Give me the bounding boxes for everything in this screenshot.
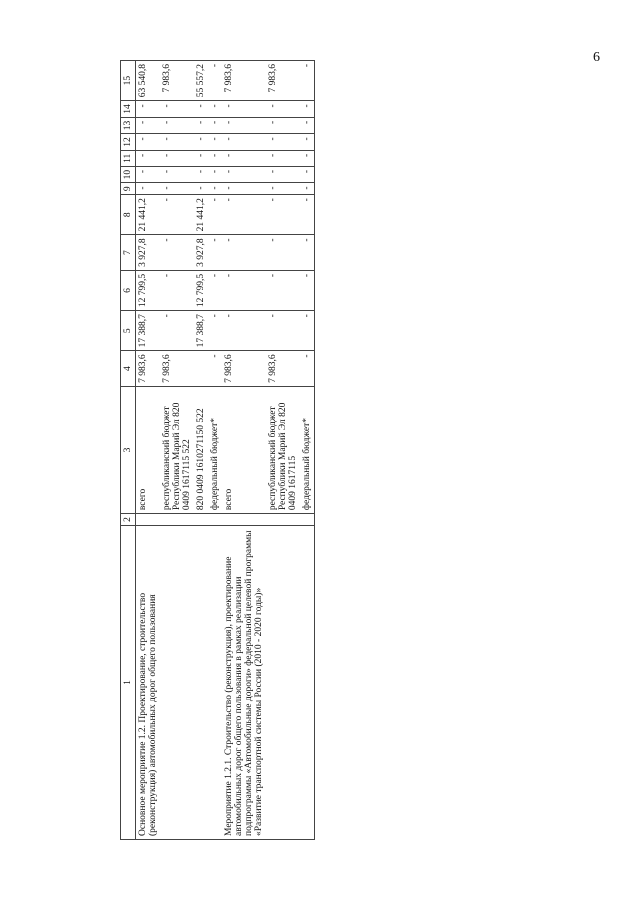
table-cell: - <box>136 150 161 166</box>
table-cell: федеральный бюджет* <box>208 386 222 513</box>
table-row <box>160 61 194 840</box>
table-cell: Мероприятие 1.2.1. Строительство (реконструкция), проектирование автомобильных дорог общего пользования в рамках реализации подпрограммы «Автомобильные дороги» федеральной целевой программы «Развитие транспортной системы России (2010 - 2020 годы)» <box>222 525 266 839</box>
table-cell: - <box>136 101 161 118</box>
table-cell <box>194 525 208 839</box>
table-cell: - <box>266 150 300 166</box>
table-cell: - <box>194 183 208 195</box>
table-cell: - <box>266 270 300 310</box>
column-header: 1 <box>121 525 136 839</box>
table-cell: - <box>208 166 222 183</box>
table-cell: - <box>208 183 222 195</box>
table-cell: - <box>266 195 300 235</box>
table-cell: - <box>136 166 161 183</box>
table-cell: - <box>300 270 315 310</box>
table-cell: - <box>266 166 300 183</box>
table-cell: - <box>300 101 315 118</box>
table-cell: - <box>300 183 315 195</box>
table-cell: 7 983,6 <box>160 61 194 101</box>
table-cell: - <box>222 166 266 183</box>
table-cell: - <box>266 311 300 351</box>
table-cell: Основное мероприятие 1.2. Проектирование, строительство (реконструкция) автомобильных дорог общего пользования <box>136 525 161 839</box>
table-cell <box>208 525 222 839</box>
table-cell: - <box>208 351 222 387</box>
table-cell: 21 441,2 <box>136 195 161 235</box>
table-cell: - <box>160 270 194 310</box>
table-cell <box>300 525 315 839</box>
table-row <box>194 61 208 840</box>
table-cell: 7 983,6 <box>266 61 300 101</box>
table-cell: - <box>300 311 315 351</box>
table-row <box>136 61 161 840</box>
column-header: 6 <box>121 270 136 310</box>
table-cell: 7 983,6 <box>222 61 266 101</box>
table-cell: - <box>222 150 266 166</box>
table-cell: - <box>160 117 194 134</box>
table-cell <box>160 525 194 839</box>
table-cell: 7 983,6 <box>160 351 194 387</box>
table-cell: 17 388,7 <box>194 311 208 351</box>
table-cell: - <box>160 101 194 118</box>
table-cell: - <box>160 311 194 351</box>
table-cell: - <box>136 117 161 134</box>
table-cell: - <box>266 183 300 195</box>
table-cell: всего <box>136 386 161 513</box>
column-header: 12 <box>121 134 136 151</box>
rotated-table-wrapper <box>120 60 640 840</box>
table-cell: 63 540,8 <box>136 61 161 101</box>
table-cell: - <box>222 183 266 195</box>
table-row <box>300 61 315 840</box>
table-cell <box>266 514 300 526</box>
table-cell: - <box>300 235 315 271</box>
column-header: 7 <box>121 235 136 271</box>
table-cell: федеральный бюджет* <box>300 386 315 513</box>
column-header: 13 <box>121 117 136 134</box>
table-cell: - <box>266 235 300 271</box>
table-cell: 7 983,6 <box>136 351 161 387</box>
table-cell: - <box>222 195 266 235</box>
table-cell: - <box>300 134 315 151</box>
table-cell: - <box>266 134 300 151</box>
table-cell: 12 799,5 <box>194 270 208 310</box>
table-cell: - <box>300 195 315 235</box>
table-cell: - <box>300 117 315 134</box>
table-cell: - <box>160 235 194 271</box>
table-cell <box>300 514 315 526</box>
table-cell: 7 983,6 <box>266 351 300 387</box>
table-cell: - <box>208 117 222 134</box>
table-cell: - <box>160 150 194 166</box>
table-cell: - <box>208 150 222 166</box>
table-cell: - <box>222 311 266 351</box>
table-cell: - <box>222 270 266 310</box>
column-header: 8 <box>121 195 136 235</box>
table-cell <box>136 514 161 526</box>
column-header: 4 <box>121 351 136 387</box>
column-header: 9 <box>121 183 136 195</box>
table-cell: 12 799,5 <box>136 270 161 310</box>
table-cell: 21 441,2 <box>194 195 208 235</box>
table-cell: 55 557,2 <box>194 61 208 101</box>
table-cell: 3 927,8 <box>136 235 161 271</box>
table-cell: - <box>300 166 315 183</box>
table-cell: 17 388,7 <box>136 311 161 351</box>
table-cell: - <box>222 101 266 118</box>
table-cell: - <box>300 61 315 101</box>
column-header: 10 <box>121 166 136 183</box>
table-cell <box>194 351 208 387</box>
column-header: 14 <box>121 101 136 118</box>
table-cell: - <box>208 134 222 151</box>
table-cell <box>208 514 222 526</box>
page-number: 6 <box>593 50 600 65</box>
table-cell: - <box>208 270 222 310</box>
table-cell: республиканский бюджет Республики Марий Эл 820 0409 1617115 522 <box>160 386 194 513</box>
table-cell: 7 983,6 <box>222 351 266 387</box>
table-cell: - <box>208 311 222 351</box>
table-cell: всего <box>222 386 266 513</box>
table-cell: - <box>160 134 194 151</box>
table-cell: - <box>194 150 208 166</box>
table-cell: - <box>208 235 222 271</box>
table-cell: - <box>208 101 222 118</box>
table-row <box>266 61 300 840</box>
table-cell: - <box>160 195 194 235</box>
table-cell: 820 0409 1610271150 522 <box>194 386 208 513</box>
table-row <box>222 61 266 840</box>
column-header: 2 <box>121 514 136 526</box>
table-cell: - <box>300 351 315 387</box>
table-row <box>208 61 222 840</box>
column-header: 11 <box>121 150 136 166</box>
table-cell: - <box>194 101 208 118</box>
header-row <box>121 61 136 840</box>
table-cell: - <box>266 101 300 118</box>
column-header: 5 <box>121 311 136 351</box>
table-cell: - <box>208 61 222 101</box>
table-cell <box>266 525 300 839</box>
table-cell: республиканский бюджет Республики Марий Эл 820 0409 1617115 <box>266 386 300 513</box>
table-cell: - <box>266 117 300 134</box>
table-cell: - <box>160 166 194 183</box>
table-cell: - <box>222 235 266 271</box>
table-cell: - <box>208 195 222 235</box>
table-cell <box>160 514 194 526</box>
table-cell <box>194 514 208 526</box>
table-cell: - <box>222 134 266 151</box>
column-header: 3 <box>121 386 136 513</box>
table-cell <box>222 514 266 526</box>
budget-table <box>120 60 315 840</box>
table-cell: 3 927,8 <box>194 235 208 271</box>
table-cell: - <box>222 117 266 134</box>
table-cell: - <box>194 117 208 134</box>
column-header: 15 <box>121 61 136 101</box>
table-cell: - <box>300 150 315 166</box>
table-cell: - <box>194 134 208 151</box>
table-cell: - <box>194 166 208 183</box>
table-cell: - <box>160 183 194 195</box>
table-body <box>136 61 315 840</box>
table-cell: - <box>136 134 161 151</box>
table-cell: - <box>136 183 161 195</box>
